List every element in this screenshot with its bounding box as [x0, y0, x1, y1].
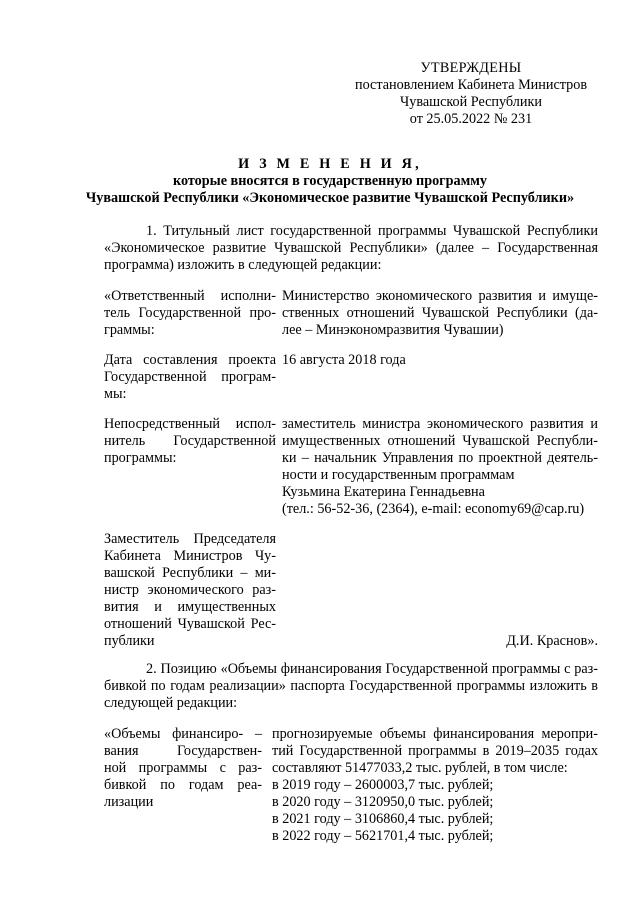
value-line: имущественных отношений Чувашской Республи-: [282, 433, 598, 449]
label-line: публики: [104, 633, 155, 649]
label-line: граммы:: [104, 322, 155, 338]
label-line: тель Государственной про-: [104, 305, 276, 321]
label-line: Дата составления проекта: [104, 352, 276, 368]
label-line: мы:: [104, 386, 127, 402]
responsible-executor-label: [104, 288, 276, 339]
label-line: бивкой по годам реа-: [104, 777, 262, 793]
label-line: вития и имущественных: [104, 599, 276, 615]
paragraph-line: «Экономическое развитие Чувашской Республики» (далее – Государственная: [104, 240, 598, 256]
financing-label: [104, 726, 262, 811]
paragraph-line: программа) изложить в следующей редакции:: [104, 257, 382, 273]
value-line: ности и государственным программам: [282, 467, 515, 483]
approval-line: постановлением Кабинета Министров: [354, 77, 588, 93]
value-line: (тел.: 56-52-36, (2364), e-mail: economy69@cap.ru): [282, 501, 585, 517]
label-line: ной программы с раз-: [104, 760, 262, 776]
value-line: в 2022 году – 5621701,4 тыс. рублей;: [272, 828, 494, 844]
approval-stamp: [340, 60, 602, 128]
label-line: лизации: [104, 794, 154, 810]
value-line: Министерство экономического развития и имуще-: [282, 288, 598, 304]
label-line: программы:: [104, 450, 177, 466]
label-line: Заместитель Председателя: [104, 531, 276, 547]
compilation-date-value: [282, 352, 598, 369]
paragraph-line: следующей редакции:: [104, 695, 238, 711]
signatory-name: Д.И. Краснов».: [506, 633, 598, 649]
approval-title: УТВЕРЖДЕНЫ: [420, 60, 522, 76]
signatory-label: [104, 531, 276, 650]
direct-executor-label: [104, 416, 276, 467]
label-line: Кабинета Министров Чу-: [104, 548, 276, 564]
label-line: нитель Государственной: [104, 433, 276, 449]
label-line: вания Государствен-: [104, 743, 262, 759]
heading-title: И З М Е Н Е Н И Я,: [238, 156, 422, 172]
value-line: в 2021 году – 3106860,4 тыс. рублей;: [272, 811, 494, 827]
responsible-executor-value: [282, 288, 598, 339]
label-line: Непосредственный испол-: [104, 416, 276, 432]
item-1-paragraph: [104, 223, 598, 274]
value-line: тий Государственной программы в 2019–2035 годах: [272, 743, 598, 759]
direct-executor-value: [282, 416, 598, 518]
approval-line: Чувашской Республики: [400, 94, 542, 110]
value-line: ки – начальник Управления по проектной деятель-: [282, 450, 598, 466]
label-line: вашской Республики – ми-: [104, 565, 276, 581]
value-line: в 2019 году – 2600003,7 тыс. рублей;: [272, 777, 494, 793]
value-line: в 2020 году – 3120950,0 тыс. рублей;: [272, 794, 494, 810]
value-line: Кузьмина Екатерина Геннадьевна: [282, 484, 485, 500]
label-line: отношений Чувашской Рес-: [104, 616, 276, 632]
label-line: Государственной програм-: [104, 369, 276, 385]
document-heading: [60, 156, 600, 207]
label-line: «Объемы финансиро- –: [104, 726, 262, 742]
approval-line: от 25.05.2022 № 231: [409, 111, 533, 127]
heading-line: которые вносятся в государственную программу: [172, 173, 488, 189]
paragraph-line: 1. Титульный лист государственной программы Чувашской Республики: [146, 223, 598, 239]
financing-value: [272, 726, 598, 845]
heading-line: Чувашской Республики «Экономическое развитие Чувашской Республики»: [85, 190, 575, 206]
item-2-paragraph: [104, 661, 598, 712]
compilation-date-label: [104, 352, 276, 403]
value-line: 16 августа 2018 года: [282, 352, 406, 368]
value-line: прогнозируемые объемы финансирования меропри-: [272, 726, 598, 742]
label-line: «Ответственный исполни-: [104, 288, 276, 304]
value-line: составляют 51477033,2 тыс. рублей, в том числе:: [272, 760, 568, 776]
value-line: ственных отношений Чувашской Республики (да-: [282, 305, 598, 321]
label-line: нистр экономического раз-: [104, 582, 276, 598]
value-line: заместитель министра экономического развития и: [282, 416, 598, 432]
paragraph-line: 2. Позицию «Объемы финансирования Государственной программы с раз-: [146, 661, 598, 677]
paragraph-line: бивкой по годам реализации» паспорта Государственной программы изложить в: [104, 678, 598, 694]
value-line: лее – Минэкономразвития Чувашии): [282, 322, 504, 338]
